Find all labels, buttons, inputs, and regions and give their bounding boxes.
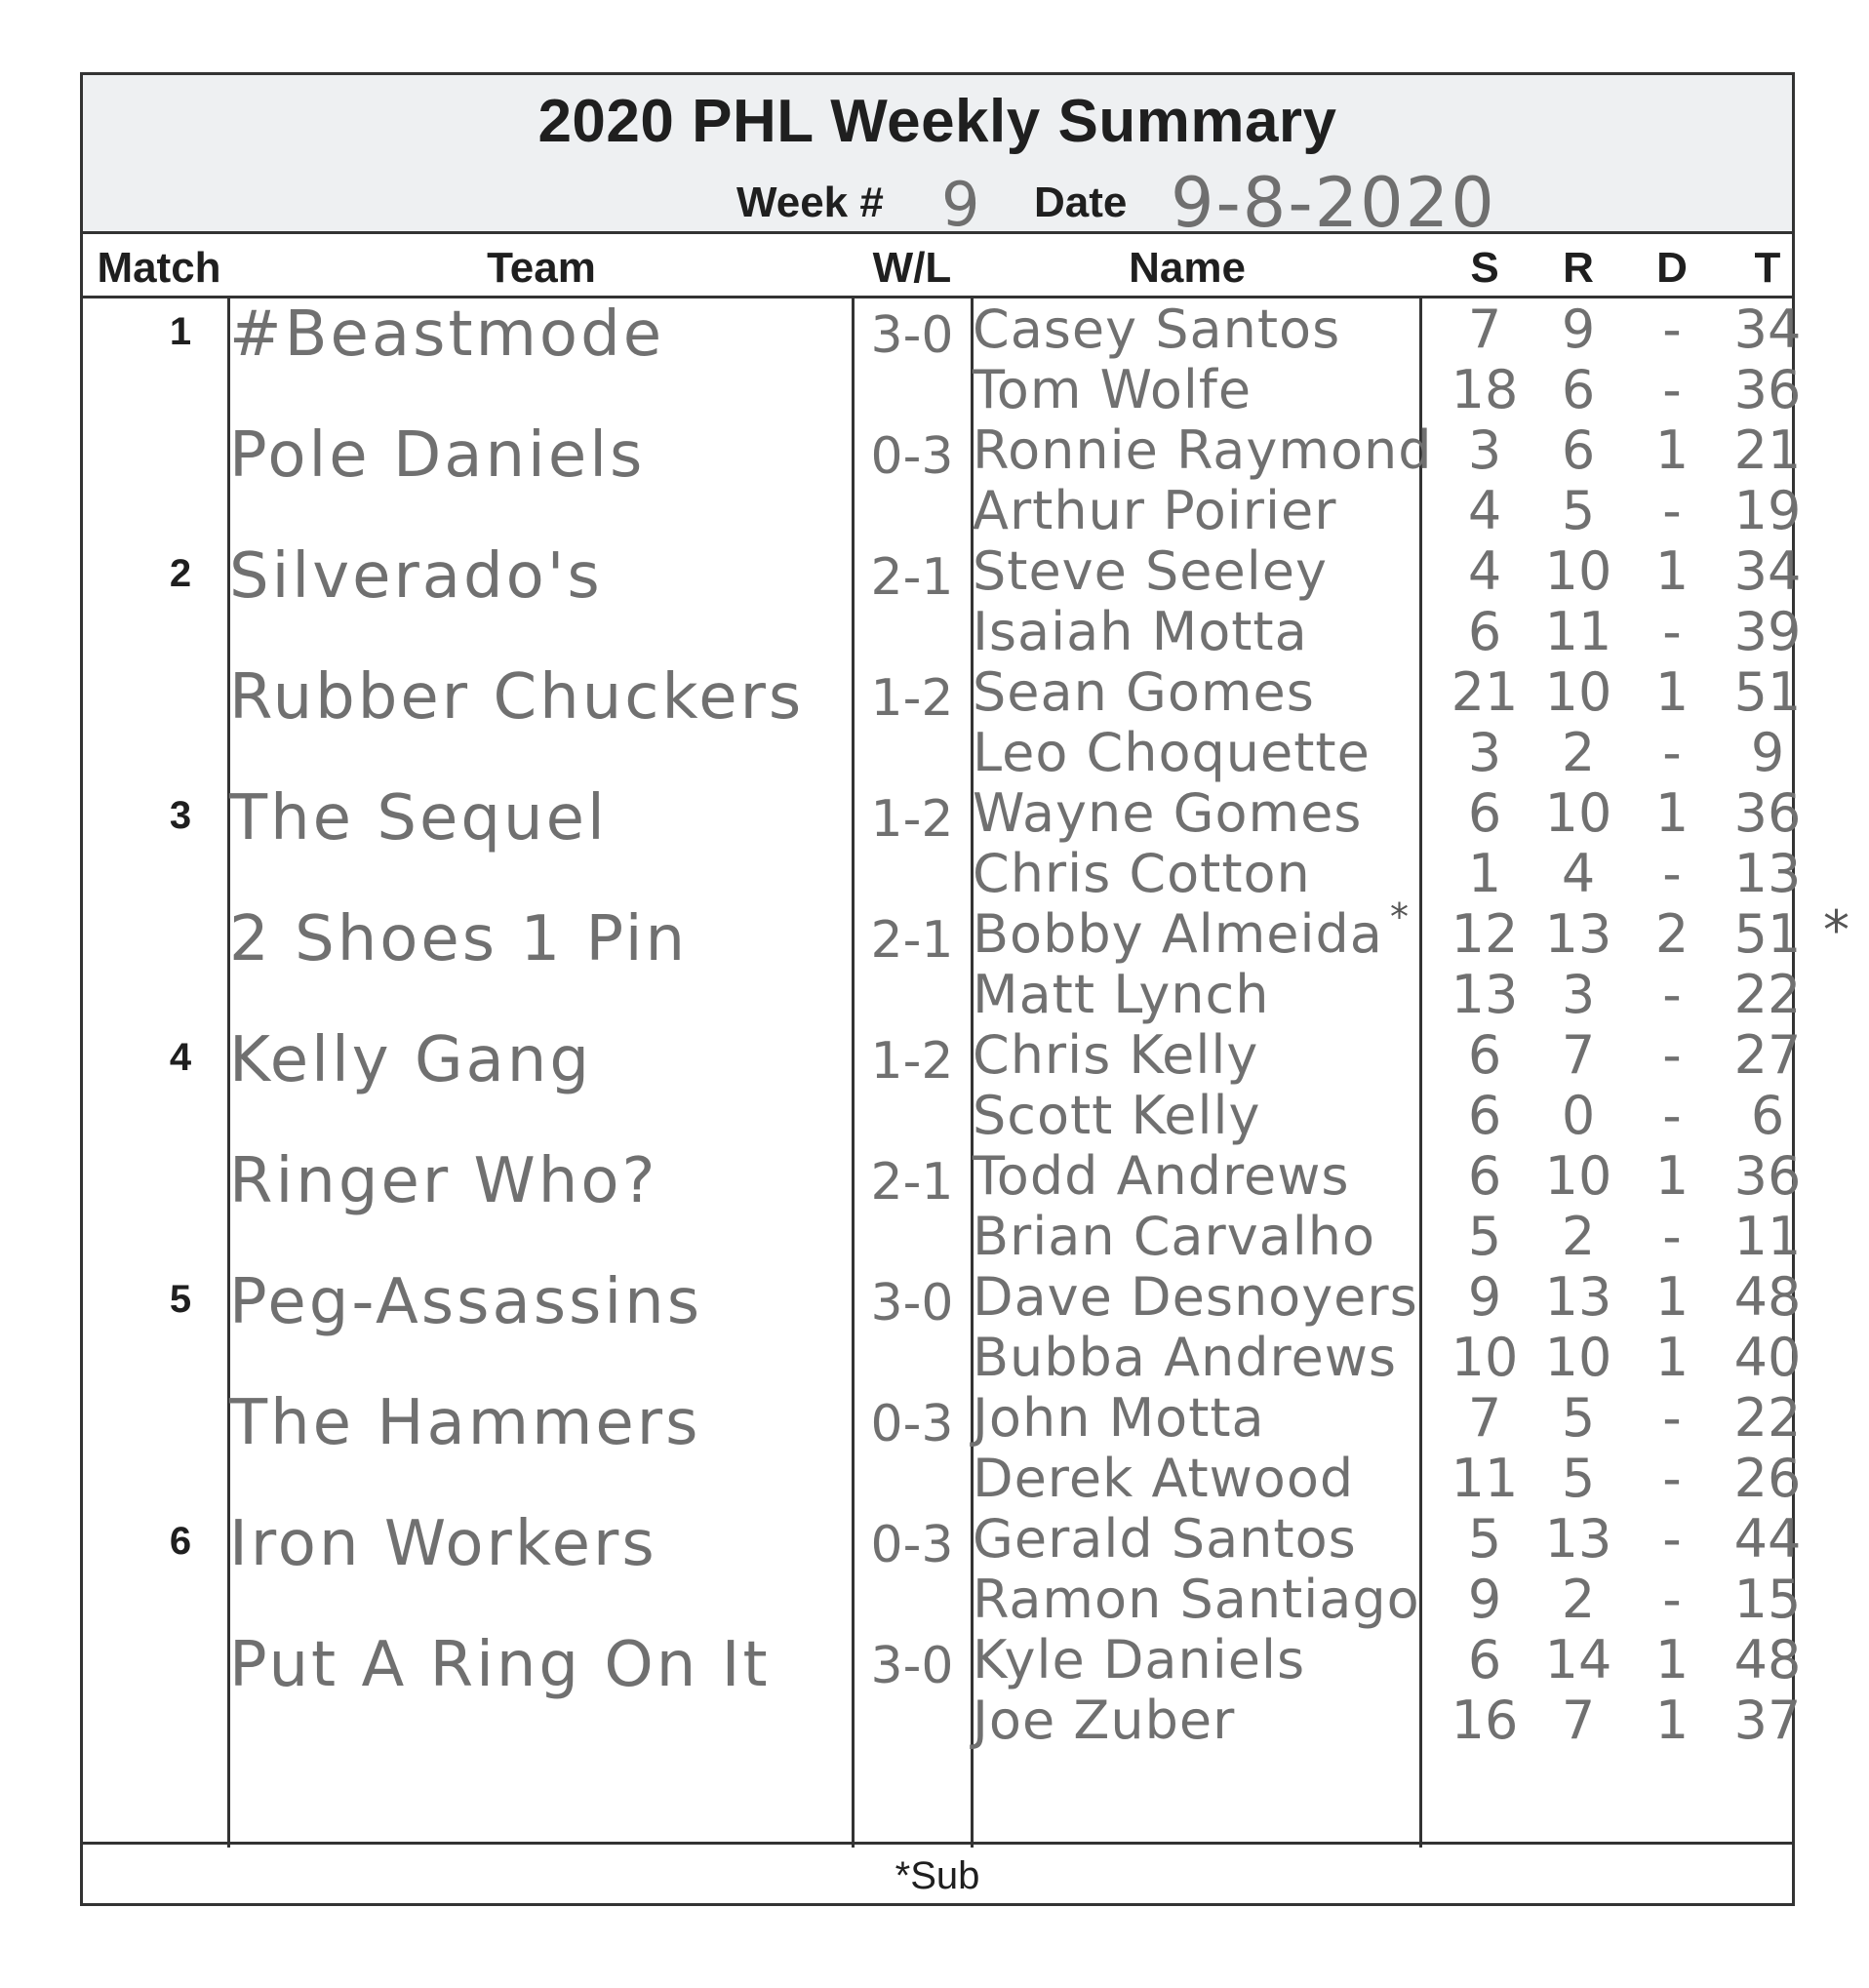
player-d-value: 1 xyxy=(1654,1266,1690,1328)
player-s-value: 3 xyxy=(1467,722,1502,783)
player-name: Matt Lynch xyxy=(973,964,1270,1025)
player-name: Casey Santos xyxy=(973,298,1341,360)
player-r-value: 13 xyxy=(1544,903,1612,965)
date-value: 9-8-2020 xyxy=(1171,163,1496,243)
player-d-value: 1 xyxy=(1654,782,1690,844)
player-t-value: 48 xyxy=(1733,1629,1802,1690)
col-wl: W/L xyxy=(872,244,952,292)
player-name: John Motta xyxy=(973,1387,1265,1449)
player-d-value: - xyxy=(1662,964,1682,1025)
footer xyxy=(83,1842,1792,1903)
player-t-value: 36 xyxy=(1733,1145,1802,1207)
player-name: Chris Kelly xyxy=(973,1024,1259,1086)
player-r-value: 4 xyxy=(1561,843,1596,904)
team-win-loss: 2-1 xyxy=(870,1153,954,1212)
sub-marker-margin: * xyxy=(1823,899,1849,961)
player-name: Gerald Santos xyxy=(973,1508,1357,1570)
player-r-value: 3 xyxy=(1561,964,1596,1025)
player-r-value: 5 xyxy=(1561,1448,1596,1509)
player-s-value: 21 xyxy=(1451,661,1519,723)
player-s-value: 6 xyxy=(1467,782,1502,844)
player-t-value: 22 xyxy=(1733,1387,1802,1449)
player-name: Ronnie Raymond xyxy=(973,419,1433,481)
player-name: Ramon Santiago xyxy=(973,1569,1420,1630)
sheet-title: 2020 PHL Weekly Summary xyxy=(537,88,1337,155)
team-win-loss: 0-3 xyxy=(870,1516,954,1574)
player-name: Sean Gomes xyxy=(973,661,1315,723)
player-r-value: 7 xyxy=(1561,1690,1596,1751)
player-t-value: 44 xyxy=(1733,1508,1802,1570)
player-r-value: 0 xyxy=(1561,1085,1596,1146)
player-t-value: 22 xyxy=(1733,964,1802,1025)
player-s-value: 6 xyxy=(1467,1629,1502,1690)
team-name: Ringer Who? xyxy=(229,1145,658,1217)
player-r-value: 6 xyxy=(1561,419,1596,481)
player-name: Tom Wolfe xyxy=(973,359,1253,420)
player-r-value: 7 xyxy=(1561,1024,1596,1086)
player-s-value: 18 xyxy=(1451,359,1519,420)
summary-body xyxy=(83,298,1849,1845)
player-s-value: 16 xyxy=(1451,1690,1519,1751)
player-t-value: 48 xyxy=(1733,1266,1802,1328)
player-s-value: 6 xyxy=(1467,1024,1502,1086)
match-number: 6 xyxy=(169,1520,192,1563)
player-s-value: 6 xyxy=(1467,1145,1502,1207)
sheet-header xyxy=(83,75,1792,243)
player-name: Derek Atwood xyxy=(973,1448,1355,1509)
match-number: 4 xyxy=(169,1036,192,1079)
player-s-value: 4 xyxy=(1467,540,1502,602)
player-name: Wayne Gomes xyxy=(973,782,1363,844)
player-name: Bubba Andrews xyxy=(973,1327,1398,1388)
player-name: Dave Desnoyers xyxy=(973,1266,1418,1328)
team-win-loss: 3-0 xyxy=(870,1637,954,1695)
player-d-value: 1 xyxy=(1654,1327,1690,1388)
player-d-value: 1 xyxy=(1654,661,1690,723)
player-d-value: 1 xyxy=(1654,419,1690,481)
week-value: 9 xyxy=(941,169,982,240)
player-t-value: 40 xyxy=(1733,1327,1802,1388)
player-t-value: 51 xyxy=(1733,903,1802,965)
player-s-value: 10 xyxy=(1451,1327,1519,1388)
col-match: Match xyxy=(97,244,221,292)
team-name: Pole Daniels xyxy=(229,419,646,492)
player-name: Kyle Daniels xyxy=(973,1629,1306,1690)
player-t-value: 27 xyxy=(1733,1024,1802,1086)
match-number: 2 xyxy=(169,552,192,595)
player-d-value: - xyxy=(1662,1024,1682,1086)
player-s-value: 9 xyxy=(1467,1266,1502,1328)
team-name: The Sequel xyxy=(229,782,608,855)
player-name: Joe Zuber xyxy=(973,1690,1236,1751)
player-d-value: - xyxy=(1662,601,1682,662)
col-t: T xyxy=(1754,244,1781,292)
player-d-value: - xyxy=(1662,1085,1682,1146)
player-r-value: 10 xyxy=(1544,661,1612,723)
match-number: 1 xyxy=(169,310,192,353)
team-name: Silverado's xyxy=(229,540,603,613)
player-t-value: 37 xyxy=(1733,1690,1802,1751)
player-t-value: 26 xyxy=(1733,1448,1802,1509)
player-t-value: 13 xyxy=(1733,843,1802,904)
col-r: R xyxy=(1563,244,1594,292)
match-number: 3 xyxy=(169,794,192,837)
player-d-value: - xyxy=(1662,1206,1682,1267)
player-r-value: 2 xyxy=(1561,722,1596,783)
column-headers xyxy=(83,234,1792,298)
sub-marker: * xyxy=(1390,895,1409,938)
player-t-value: 34 xyxy=(1733,298,1802,360)
team-name: The Hammers xyxy=(229,1387,701,1459)
team-win-loss: 3-0 xyxy=(870,1274,954,1332)
team-win-loss: 0-3 xyxy=(870,1395,954,1453)
team-name: Put A Ring On It xyxy=(229,1629,771,1701)
player-t-value: 36 xyxy=(1733,359,1802,420)
team-win-loss: 1-2 xyxy=(870,790,954,849)
team-name: Peg-Assassins xyxy=(229,1266,703,1338)
player-t-value: 9 xyxy=(1750,722,1785,783)
col-team: Team xyxy=(487,244,596,292)
team-win-loss: 2-1 xyxy=(870,911,954,970)
player-d-value: - xyxy=(1662,359,1682,420)
player-d-value: 1 xyxy=(1654,1145,1690,1207)
player-r-value: 5 xyxy=(1561,480,1596,541)
player-d-value: 1 xyxy=(1654,540,1690,602)
player-s-value: 12 xyxy=(1451,903,1519,965)
player-s-value: 5 xyxy=(1467,1508,1502,1570)
week-label: Week # xyxy=(736,179,884,226)
player-t-value: 19 xyxy=(1733,480,1802,541)
player-name: Todd Andrews xyxy=(973,1145,1350,1207)
player-s-value: 9 xyxy=(1467,1569,1502,1630)
col-name: Name xyxy=(1129,244,1246,292)
player-t-value: 21 xyxy=(1733,419,1802,481)
team-name: 2 Shoes 1 Pin xyxy=(229,903,689,975)
player-d-value: - xyxy=(1662,480,1682,541)
player-r-value: 10 xyxy=(1544,1145,1612,1207)
player-name: Brian Carvalho xyxy=(973,1206,1376,1267)
player-name: Steve Seeley xyxy=(973,540,1328,602)
team-win-loss: 0-3 xyxy=(870,427,954,486)
team-name: Iron Workers xyxy=(229,1508,657,1580)
player-s-value: 6 xyxy=(1467,601,1502,662)
date-label: Date xyxy=(1034,179,1128,226)
player-s-value: 7 xyxy=(1467,298,1502,360)
player-s-value: 5 xyxy=(1467,1206,1502,1267)
player-d-value: - xyxy=(1662,1569,1682,1630)
player-name: Scott Kelly xyxy=(973,1085,1261,1146)
player-r-value: 10 xyxy=(1544,782,1612,844)
player-r-value: 2 xyxy=(1561,1569,1596,1630)
player-r-value: 2 xyxy=(1561,1206,1596,1267)
weekly-summary-sheet xyxy=(80,72,1849,1906)
player-d-value: 1 xyxy=(1654,1629,1690,1690)
player-name: Bobby Almeida xyxy=(973,903,1383,965)
player-t-value: 39 xyxy=(1733,601,1802,662)
player-r-value: 13 xyxy=(1544,1508,1612,1570)
player-d-value: 1 xyxy=(1654,1690,1690,1751)
team-win-loss: 1-2 xyxy=(870,669,954,728)
player-name: Isaiah Motta xyxy=(973,601,1308,662)
player-s-value: 1 xyxy=(1467,843,1502,904)
player-r-value: 5 xyxy=(1561,1387,1596,1449)
player-d-value: - xyxy=(1662,1508,1682,1570)
player-name: Chris Cotton xyxy=(973,843,1311,904)
team-win-loss: 3-0 xyxy=(870,306,954,365)
player-d-value: - xyxy=(1662,1448,1682,1509)
player-d-value: - xyxy=(1662,298,1682,360)
team-name: #Beastmode xyxy=(229,298,665,371)
team-name: Kelly Gang xyxy=(229,1024,592,1096)
col-s: S xyxy=(1470,244,1499,292)
player-name: Arthur Poirier xyxy=(973,480,1337,541)
player-r-value: 13 xyxy=(1544,1266,1612,1328)
player-s-value: 4 xyxy=(1467,480,1502,541)
player-r-value: 6 xyxy=(1561,359,1596,420)
team-win-loss: 2-1 xyxy=(870,548,954,607)
player-r-value: 10 xyxy=(1544,1327,1612,1388)
player-d-value: - xyxy=(1662,843,1682,904)
player-d-value: 2 xyxy=(1654,903,1690,965)
player-name: Leo Choquette xyxy=(973,722,1371,783)
player-s-value: 3 xyxy=(1467,419,1502,481)
player-t-value: 34 xyxy=(1733,540,1802,602)
player-s-value: 7 xyxy=(1467,1387,1502,1449)
player-s-value: 11 xyxy=(1451,1448,1519,1509)
player-t-value: 51 xyxy=(1733,661,1802,723)
team-win-loss: 1-2 xyxy=(870,1032,954,1091)
player-s-value: 6 xyxy=(1467,1085,1502,1146)
player-r-value: 11 xyxy=(1544,601,1612,662)
player-r-value: 9 xyxy=(1561,298,1596,360)
player-r-value: 14 xyxy=(1544,1629,1612,1690)
footer-note: *Sub xyxy=(895,1854,980,1897)
player-d-value: - xyxy=(1662,1387,1682,1449)
player-t-value: 15 xyxy=(1733,1569,1802,1630)
col-d: D xyxy=(1656,244,1688,292)
player-d-value: - xyxy=(1662,722,1682,783)
team-name: Rubber Chuckers xyxy=(229,661,805,734)
player-t-value: 11 xyxy=(1733,1206,1802,1267)
player-r-value: 10 xyxy=(1544,540,1612,602)
match-number: 5 xyxy=(169,1278,192,1321)
player-s-value: 13 xyxy=(1451,964,1519,1025)
player-t-value: 36 xyxy=(1733,782,1802,844)
player-t-value: 6 xyxy=(1750,1085,1785,1146)
